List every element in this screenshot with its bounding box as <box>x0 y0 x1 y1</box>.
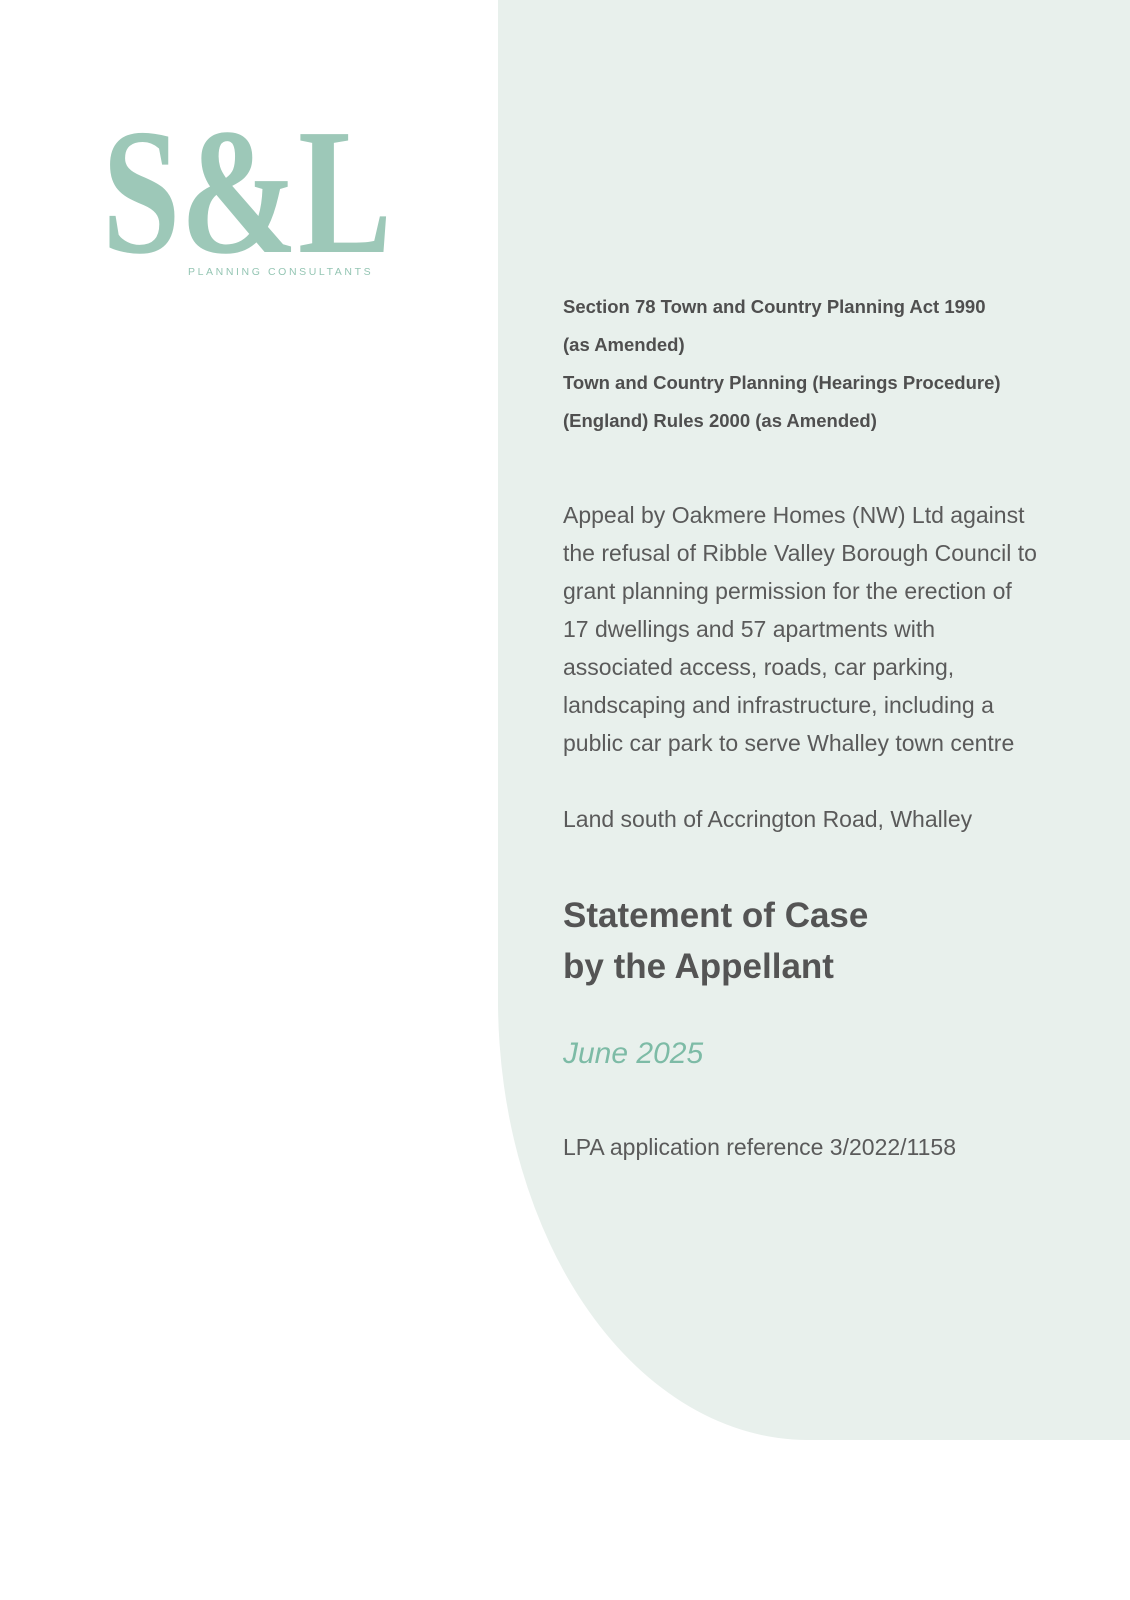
legal-line: (as Amended) <box>563 334 685 355</box>
appeal-line: the refusal of Ribble Valley Borough Council to <box>563 540 1037 566</box>
title-line-2: by the Appellant <box>563 947 834 986</box>
legal-line: (England) Rules 2000 (as Amended) <box>563 410 877 431</box>
legal-line: Town and Country Planning (Hearings Procedure) <box>563 372 1001 393</box>
appeal-line: landscaping and infrastructure, including a <box>563 692 994 718</box>
title-line-1: Statement of Case <box>563 896 869 935</box>
site-address: Land south of Accrington Road, Whalley <box>563 806 973 832</box>
company-logo <box>100 96 395 286</box>
application-reference: LPA application reference 3/2022/1158 <box>563 1134 956 1160</box>
logo-subtitle: PLANNING CONSULTANTS <box>188 266 374 278</box>
legal-line: Section 78 Town and Country Planning Act 1990 <box>563 296 986 317</box>
document-date: June 2025 <box>563 1037 704 1070</box>
sl-logo-mark <box>100 96 395 266</box>
legal-header <box>563 288 1083 440</box>
cover-content <box>563 288 1083 1166</box>
appeal-description <box>563 496 1083 762</box>
appeal-line: 17 dwellings and 57 apartments with <box>563 616 936 642</box>
document-title <box>563 890 1083 992</box>
svg-text:S&L: S&L <box>102 96 392 266</box>
appeal-line: public car park to serve Whalley town centre <box>563 730 1015 756</box>
appeal-line: associated access, roads, car parking, <box>563 654 955 680</box>
appeal-line: Appeal by Oakmere Homes (NW) Ltd against <box>563 502 1025 528</box>
appeal-line: grant planning permission for the erection of <box>563 578 1012 604</box>
